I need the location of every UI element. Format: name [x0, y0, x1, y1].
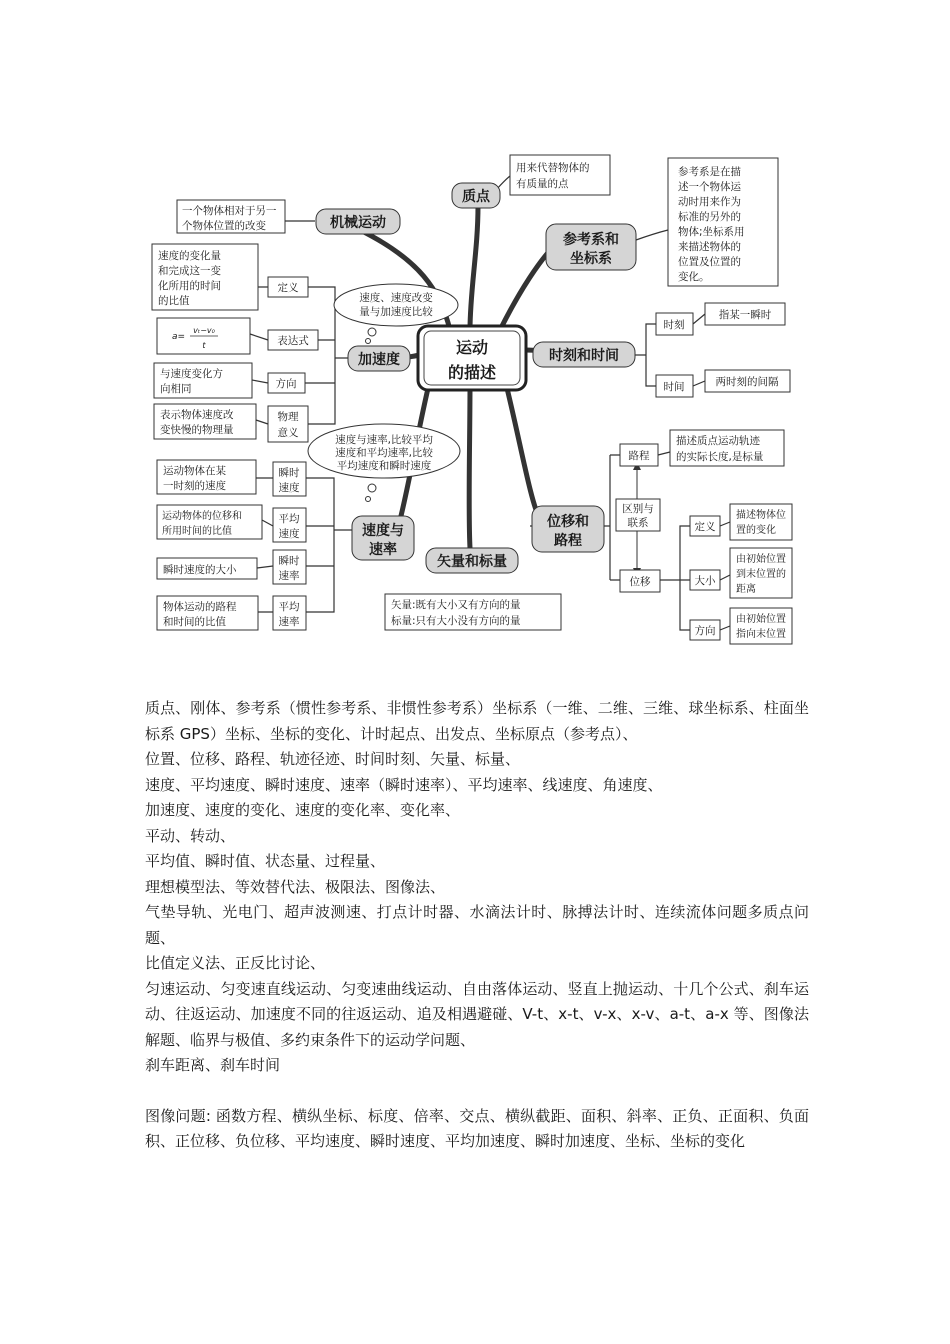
- topic-zhidian: [452, 183, 500, 208]
- lucheng-node: [620, 430, 784, 466]
- paragraph: 平均值、瞬时值、状态量、过程量、: [145, 852, 386, 870]
- formula-numerator: vₜ−v₀: [193, 326, 215, 335]
- fangxiang-node: [154, 363, 305, 398]
- topic-jiasudu: [348, 346, 410, 371]
- shike-label: 时刻: [663, 319, 685, 331]
- paragraph: 质点、刚体、参考系（惯性参考系、非惯性参考系）坐标系（一维、二维、三维、球坐标系、柱面坐标系 GPS）坐标、坐标的变化、计时起点、出发点、坐标原点（参考点）、: [145, 699, 809, 743]
- weiyi-item-2: [690, 548, 792, 598]
- note-zhidian-line1: 用来代替物体的: [516, 162, 590, 174]
- branch-shiliang: [469, 385, 470, 548]
- sudu-item-3-desc: 瞬时速度的大小: [163, 564, 237, 576]
- topic-cankao: [546, 224, 636, 270]
- fangxiang-desc-line2: 向相同: [160, 383, 192, 395]
- shike-node: [656, 303, 785, 335]
- weiyi-item-3-desc-line1: 由初始位置: [736, 614, 786, 625]
- wuli-desc-line2: 变快慢的物理量: [160, 424, 234, 436]
- body-text: [145, 696, 809, 1155]
- branch-weiyi: [505, 380, 540, 520]
- topic-sudu: [352, 516, 414, 560]
- sudu-bubble-line2: 速度和平均速率,比较: [335, 447, 433, 459]
- topic-sudu-line2: 速率: [369, 542, 397, 558]
- paragraph: 理想模型法、等效替代法、极限法、图像法、: [145, 877, 446, 896]
- topic-shiliang: [426, 548, 518, 573]
- paragraph: 匀速运动、匀变速直线运动、匀变速曲线运动、自由落体运动、竖直上抛运动、十几个公式、刹车运动、往返运动、加速度不同的往返运动、追及相遇避碰、V-t、x-t、v-x、x-v、a-t、a-x 等、图像法解题、临界与极值、多约束条件下的运动学问题、: [145, 979, 809, 1049]
- note-cankao: [668, 158, 778, 286]
- weiyi-item-3: [690, 608, 792, 644]
- paragraph: 刹车距离、刹车时间: [145, 1056, 281, 1074]
- topic-jiasudu-label: 加速度: [358, 352, 400, 368]
- topic-shiliang-label: 矢量和标量: [437, 554, 507, 570]
- shiliang-desc-line1: 矢量:既有大小又有方向的量: [391, 599, 521, 611]
- fangxiang-desc-line1: 与速度变化方: [160, 368, 223, 380]
- weiyi-item-2-desc-line2: 到末位置的: [736, 569, 786, 580]
- branch-zhidian: [470, 206, 478, 330]
- paragraph: 比值定义法、正反比讨论、: [145, 954, 326, 972]
- sudu-item-3-label-line1: 瞬时: [278, 555, 300, 567]
- note-jixie-line2: 个物体位置的改变: [182, 220, 266, 232]
- topic-shike-label: 时刻和时间: [549, 348, 619, 364]
- dingyi-desc-line4: 的比值: [158, 295, 190, 307]
- dingyi-label: 定义: [277, 282, 299, 294]
- note-cankao-line5: 物体;坐标系用: [678, 226, 745, 238]
- center-node: [418, 326, 526, 390]
- shiliang-desc-line2: 标量:只有大小没有方向的量: [391, 615, 521, 627]
- jiasudu-bubble-line2: 量与加速度比较: [359, 306, 433, 318]
- qubie-node: [616, 499, 660, 531]
- weiyi-item-2-label: 大小: [694, 575, 716, 587]
- weiyi-item-2-desc-line1: 由初始位置: [736, 554, 786, 565]
- sudu-item-4-desc-line1: 物体运动的路程: [163, 601, 237, 613]
- dingyi-desc-line3: 化所用的时间: [158, 280, 221, 292]
- sudu-bubble-line1: 速度与速率,比较平均: [335, 434, 433, 446]
- topic-cankao-line2: 坐标系: [570, 251, 612, 267]
- sudu-item-2: [157, 505, 306, 542]
- dingyi-node: [152, 244, 308, 310]
- topic-weiyi-line2: 路程: [554, 533, 582, 549]
- center-line1: 运动: [455, 338, 489, 357]
- paragraph: 位置、位移、路程、轨迹径迹、时间时刻、矢量、标量、: [145, 750, 521, 768]
- topic-weiyi: [532, 506, 604, 552]
- paragraph: 速度、平均速度、瞬时速度、速率（瞬时速率）、平均速率、线速度、角速度、: [145, 775, 663, 794]
- qubie-label-line2: 联系: [627, 517, 649, 529]
- weiyi-node: [620, 570, 660, 592]
- sudu-item-1-desc-line1: 运动物体在某: [163, 465, 226, 477]
- paragraph: 气垫导轨、光电门、超声波测速、打点计时器、水滴法计时、脉搏法计时、连续流体问题多质点问题、: [145, 903, 809, 947]
- topic-jixie-label: 机械运动: [330, 215, 386, 231]
- shijian-desc: 两时刻的间隔: [715, 376, 779, 388]
- weiyi-item-2-desc-line3: 距离: [736, 584, 756, 595]
- sudu-bubble-line3: 平均速度和瞬时速度: [336, 460, 432, 472]
- note-zhidian: [510, 155, 610, 195]
- weiyi-label: 位移: [629, 576, 651, 588]
- biaodashi-label: 表达式: [277, 335, 309, 347]
- topic-zhidian-label: 质点: [462, 189, 490, 205]
- sudu-item-1-label-line2: 速度: [278, 482, 300, 494]
- note-cankao-line8: 变化。: [678, 271, 710, 283]
- sudu-item-2-label-line1: 平均: [278, 513, 300, 525]
- topic-weiyi-line1: 位移和: [547, 514, 589, 530]
- jiasudu-bubble-line1: 速度、速度改变: [359, 292, 433, 304]
- qubie-label-line1: 区别与: [622, 503, 654, 515]
- sudu-item-2-desc-line2: 所用时间的比值: [162, 526, 232, 537]
- weiyi-item-3-desc-line2: 指向末位置: [736, 629, 786, 640]
- note-cankao-line7: 位置及位置的: [678, 256, 741, 268]
- wuli-desc-line1: 表示物体速度改: [160, 409, 234, 421]
- paragraph-graph-problems: 图像问题: 函数方程、横纵坐标、标度、倍率、交点、横纵截距、面积、斜率、正负、正面积、负面积、正位移、负位移、平均速度、瞬时速度、平均加速度、瞬时加速度、坐标、坐标的变化: [145, 1106, 809, 1150]
- weiyi-item-1-label: 定义: [694, 521, 716, 533]
- paragraph: 加速度、速度的变化、速度的变化率、变化率、: [145, 801, 461, 819]
- note-zhidian-line2: 有质量的点: [516, 178, 569, 190]
- sudu-item-1: [157, 460, 306, 496]
- paragraph: 平动、转动、: [145, 826, 236, 845]
- dingyi-desc-line2: 和完成这一变: [158, 265, 221, 277]
- note-cankao-line6: 来描述物体的: [678, 241, 741, 253]
- lucheng-desc-line1: 描述质点运动轨迹: [676, 435, 760, 447]
- sudu-bubble: [308, 424, 460, 502]
- weiyi-item-3-label: 方向: [694, 625, 716, 637]
- note-jixie: [177, 200, 285, 233]
- sudu-item-4-label-line2: 速率: [278, 616, 300, 628]
- mind-map: [0, 0, 950, 660]
- sudu-item-3-label-line2: 速率: [278, 570, 300, 582]
- sudu-item-2-desc-line1: 运动物体的位移和: [162, 511, 242, 522]
- note-cankao-line4: 标准的另外的: [678, 211, 741, 223]
- formula-lhs: a=: [172, 332, 186, 342]
- formula-denominator: t: [202, 341, 206, 350]
- lucheng-desc-line2: 的实际长度,是标量: [676, 451, 764, 463]
- note-cankao-line2: 述一个物体运: [678, 181, 741, 193]
- sudu-item-4: [157, 596, 306, 630]
- weiyi-item-1-desc-line1: 描述物体位: [736, 510, 786, 521]
- shike-desc: 指某一瞬时: [718, 309, 772, 321]
- topic-jixie: [316, 209, 400, 234]
- shiliang-note: [385, 594, 561, 630]
- weiyi-item-1-desc-line2: 置的变化: [736, 525, 776, 536]
- biaodashi-node: [157, 318, 318, 354]
- sudu-item-3: [157, 550, 306, 584]
- sudu-item-1-desc-line2: 一时刻的速度: [163, 480, 226, 492]
- note-jixie-line1: 一个物体相对于另一: [182, 205, 277, 217]
- wuli-label-line2: 意义: [277, 427, 299, 439]
- note-cankao-line1: 参考系是在描: [678, 166, 741, 178]
- topic-shike: [533, 342, 635, 367]
- sudu-item-4-label-line1: 平均: [278, 601, 300, 613]
- shijian-label: 时间: [663, 381, 685, 393]
- sudu-item-2-label-line2: 速度: [278, 528, 300, 540]
- weiyi-item-1: [690, 504, 792, 540]
- sudu-item-1-label-line1: 瞬时: [278, 467, 300, 479]
- lucheng-label: 路程: [628, 450, 650, 462]
- topic-cankao-line1: 参考系和: [563, 232, 619, 248]
- sudu-item-4-desc-line2: 和时间的比值: [163, 616, 226, 628]
- shijian-node: [656, 370, 790, 397]
- note-cankao-line3: 动时用来作为: [678, 196, 741, 208]
- fangxiang-label: 方向: [275, 378, 297, 390]
- center-line2: 的描述: [447, 363, 497, 382]
- topic-sudu-line1: 速度与: [362, 523, 404, 539]
- dingyi-desc-line1: 速度的变化量: [158, 250, 221, 262]
- wuli-node: [154, 404, 308, 442]
- wuli-label-line1: 物理: [277, 411, 299, 423]
